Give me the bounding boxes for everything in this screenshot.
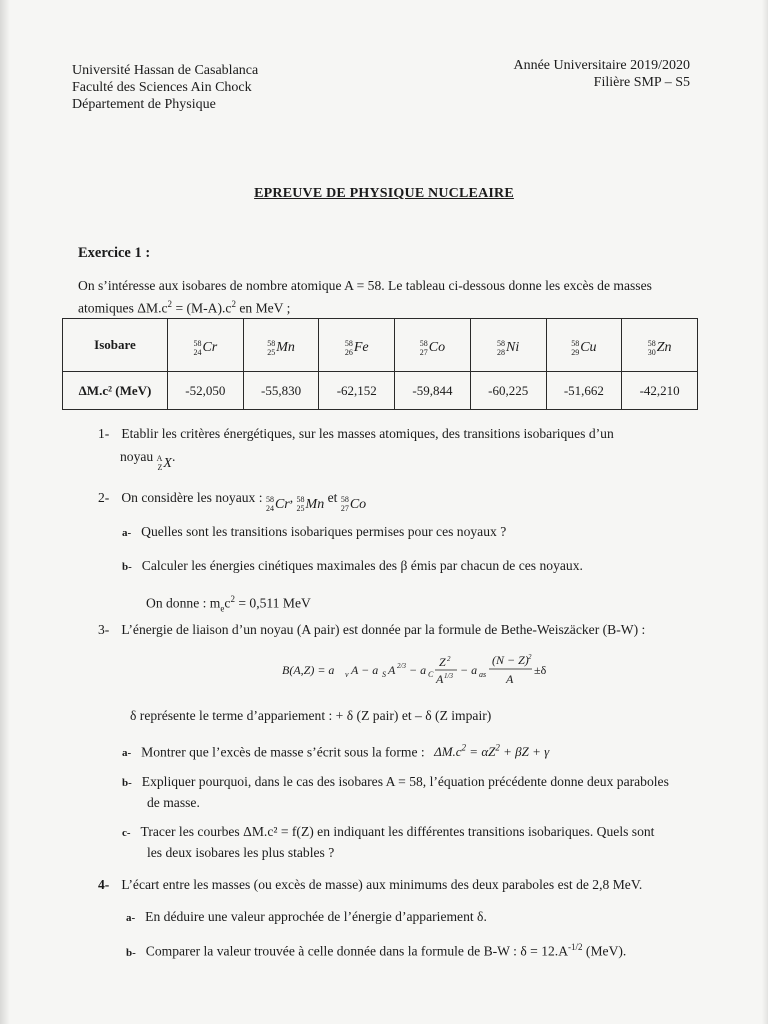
nuclide-cell: 58 24 Cr (168, 319, 244, 372)
question-4b: b- Comparer la valeur trouvée à celle donnée dans la formule de B-W : $\delta = 12.A^{-1/2}$ (MeV). (126, 942, 627, 959)
question-number: 1- (98, 426, 110, 441)
svg-text:Z: Z (439, 655, 446, 669)
exercise-intro (78, 276, 698, 318)
mass-excess-cell: -52,050 (168, 372, 244, 410)
university-name: Université Hassan de Casablanca (72, 63, 259, 78)
department-name: Département de Physique (72, 97, 216, 112)
svg-text:2/3: 2/3 (397, 662, 406, 670)
question-3c: c- Tracer les courbes ΔM.c² = f(Z) en indiquant les différentes transitions isobariques. Quels sont les deux isobares les plus stables ? (122, 824, 655, 860)
formula-svg (282, 650, 547, 690)
question-2a: a- Quelles sont les transitions isobariques permises pour ces noyaux ? (122, 524, 507, 539)
svg-text:2: 2 (528, 653, 532, 661)
svg-text:A: A (506, 672, 514, 686)
svg-text:− a: − a (409, 663, 427, 677)
question-3 (98, 620, 718, 639)
university-header (72, 62, 258, 113)
table-header-isobare: Isobare (63, 319, 168, 372)
question-3a: a- Montrer que l’excès de masse s’écrit sous la forme : $\Delta M.c^2 = \alpha Z^2 + \beta Z + \gamma$ (122, 743, 550, 760)
program-name: Filière SMP – S5 (593, 75, 690, 90)
nuclide-cell: 58 29 Cu (546, 319, 622, 372)
question-2: 2- On considère les noyaux : 58 24 Cr , 58 25 Mn et 58 27 Co (98, 490, 367, 513)
table-header-mass-excess: ΔM.c² (MeV) (63, 372, 168, 410)
faculty-name: Faculté des Sciences Ain Chock (72, 80, 252, 95)
svg-text:S: S (382, 670, 386, 679)
question-text: L’écart entre les masses (ou excès de masse) aux minimums des deux paraboles est de 2,8 MeV. (121, 877, 643, 892)
academic-year: Année Universitaire 2019/2020 (513, 58, 690, 73)
question-text: Etablir les critères énergétiques, sur les masses atomiques, des transitions isobariques d’un (121, 426, 614, 441)
nuclide-cell: 58 25 Mn (243, 319, 319, 372)
exercise-title: Exercice 1 : (78, 245, 151, 261)
svg-text:A: A (388, 663, 396, 677)
svg-text:as: as (479, 670, 487, 679)
exam-title: EPREUVE DE PHYSIQUE NUCLEAIRE (254, 186, 514, 201)
svg-text:− a: − a (460, 663, 478, 677)
scan-edge-shadow (0, 0, 10, 1024)
question-3b: b- Expliquer pourquoi, dans le cas des isobares A = 58, l’équation précédente donne deux paraboles de masse. (122, 774, 669, 810)
svg-text:(N − Z): (N − Z) (492, 653, 529, 667)
svg-text:A − a: A − a (351, 663, 379, 677)
nuclide-cell: 58 26 Fe (319, 319, 395, 372)
nuclide-cell: 58 28 Ni (470, 319, 546, 372)
intro-line-1: On s’intéresse aux isobares de nombre atomique A = 58. Le tableau ci-dessous donne les excès de masses (78, 278, 652, 293)
mass-excess-cell: -42,210 (622, 372, 698, 410)
question-number: 3- (98, 622, 110, 637)
question-4a: a- En déduire une valeur approchée de l’énergie d’appariement δ. (126, 909, 487, 924)
table-row (63, 319, 698, 372)
question-text-cont: noyau A Z X . (120, 449, 176, 472)
svg-text:v: v (345, 670, 349, 679)
svg-text:±δ: ±δ (534, 663, 547, 677)
question-text: L’énergie de liaison d’un noyau (A pair) est donnée par la formule de Bethe-Weiszäcker (B-W) : (121, 622, 646, 637)
given-electron-mass: On donne : $m_ec^2 = 0,511$ MeV (146, 594, 311, 614)
mass-excess-cell: -51,662 (546, 372, 622, 410)
nuclide-cell: 58 30 Zn (622, 319, 698, 372)
mass-excess-cell: -62,152 (319, 372, 395, 410)
scan-edge-shadow-right (762, 0, 768, 1024)
svg-text:A: A (436, 672, 444, 686)
bethe-weizsacker-formula (282, 650, 547, 695)
question-4 (98, 875, 718, 894)
mass-excess-formula: $\Delta M.c^2 = \alpha Z^2 + \beta Z + \gamma$ (434, 743, 550, 760)
question-number: 4- (98, 877, 110, 892)
svg-text:2: 2 (447, 655, 451, 663)
question-2b: b- Calculer les énergies cinétiques maximales des β émis par chacun de ces noyaux. (122, 558, 583, 573)
table-row (63, 372, 698, 410)
question-1 (98, 424, 698, 473)
mass-excess-cell: -55,830 (243, 372, 319, 410)
intro-line-2: atomiques $\Delta M.c^2 = (M-A).c^2$ en MeV ; (78, 299, 291, 316)
question-number: 2- (98, 490, 110, 505)
svg-text:1/3: 1/3 (444, 672, 453, 680)
svg-text:C: C (428, 670, 434, 679)
svg-text:B(A,Z) = a: B(A,Z) = a (282, 663, 335, 677)
mass-excess-cell: -60,225 (470, 372, 546, 410)
mass-excess-cell: -59,844 (395, 372, 471, 410)
nuclide-cell: 58 27 Co (395, 319, 471, 372)
isobar-table (62, 318, 698, 410)
question-text: On considère les noyaux : (121, 490, 263, 505)
year-header (513, 57, 690, 91)
pairing-term-description: δ représente le terme d’appariement : + δ (Z pair) et – δ (Z impair) (130, 708, 492, 723)
